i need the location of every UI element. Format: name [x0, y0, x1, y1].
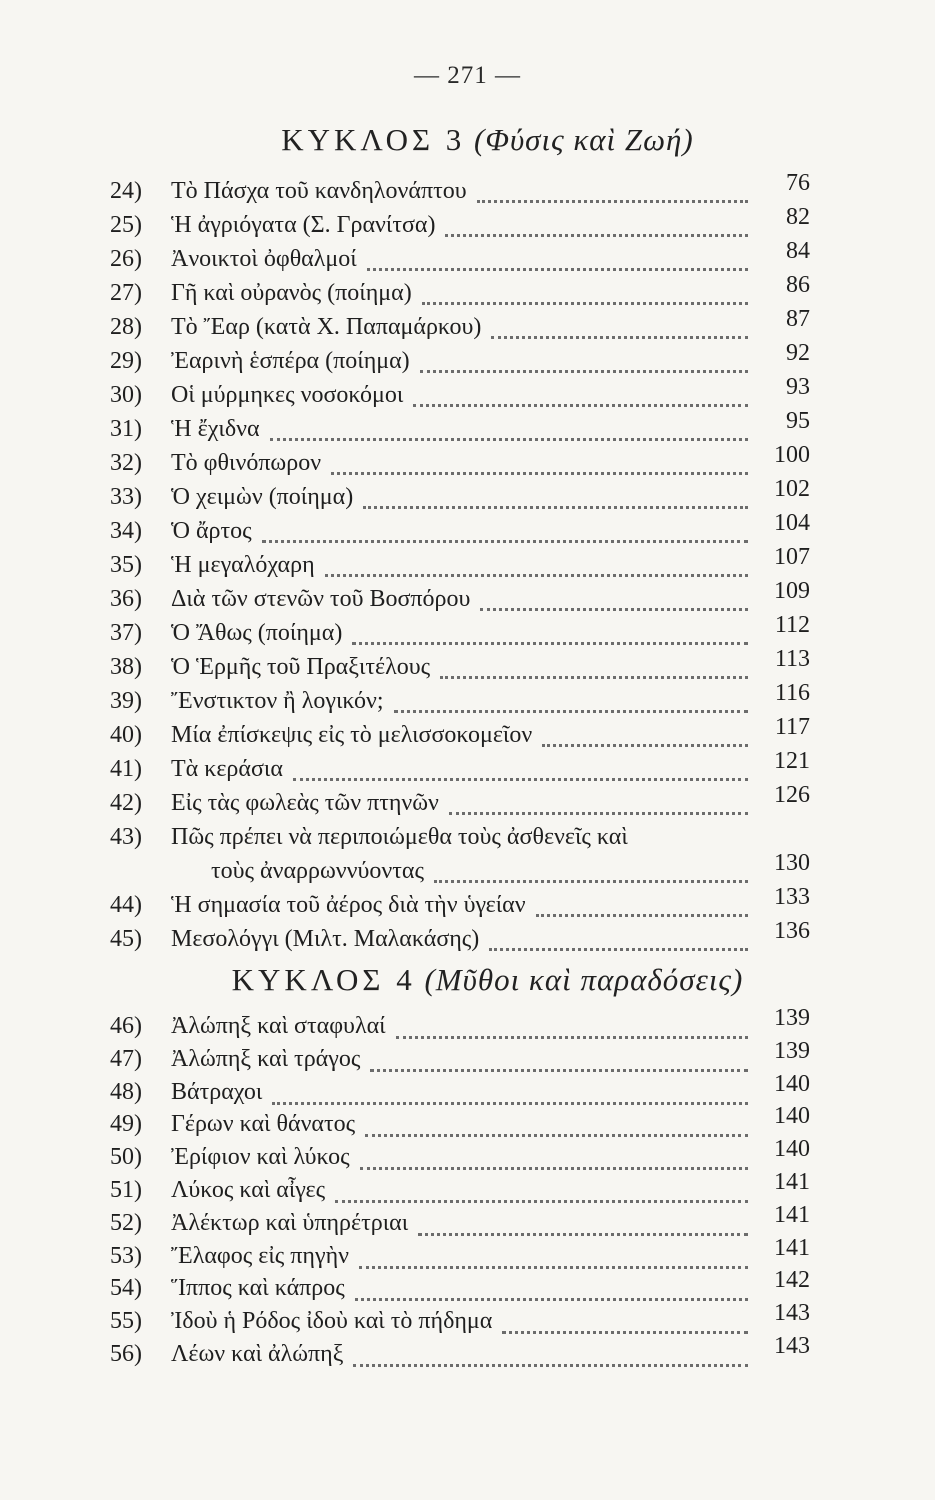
toc-entry-number: 49) [110, 1111, 142, 1138]
toc-entry-title: Ἡ ἔχιδνα [171, 416, 260, 442]
toc-entry-page: 130 [774, 850, 810, 876]
dot-leader [359, 1254, 748, 1269]
toc-entry-number: 51) [110, 1176, 142, 1203]
toc-entry-number: 37) [110, 620, 142, 646]
dot-leader [272, 1090, 748, 1105]
toc-entry-page: 141 [774, 1168, 810, 1195]
toc-entry-title: Γέρων καὶ θάνατος [171, 1111, 356, 1138]
toc-entry-title: Λύκος καὶ αἶγες [171, 1176, 326, 1203]
toc-entry-title: Ἡ ἀγριόγατα (Σ. Γρανίτσα) [171, 212, 436, 238]
toc-entry-page: 92 [786, 340, 810, 366]
dot-leader [352, 630, 748, 645]
toc-list-cycle-4 [105, 1005, 810, 1371]
dot-leader [355, 1286, 748, 1301]
toc-entry-page: 84 [786, 238, 810, 264]
toc-entry-page: 121 [774, 748, 810, 774]
dot-leader [420, 358, 748, 373]
toc-entry-number: 29) [110, 348, 142, 374]
dot-leader [413, 392, 748, 407]
toc-entry-number: 52) [110, 1209, 142, 1236]
toc-entry [105, 1037, 810, 1076]
dot-leader [360, 1155, 748, 1170]
toc-entry-title: Ἔλαφος εἰς πηγὴν [171, 1242, 349, 1269]
toc-list-cycle-3 [105, 170, 810, 956]
toc-entry [105, 476, 810, 514]
toc-entry-page: 109 [774, 578, 810, 604]
toc-entry-page: 116 [774, 680, 810, 706]
toc-entry [105, 782, 810, 820]
dot-leader [365, 1122, 748, 1137]
toc-entry-page: 126 [774, 782, 810, 808]
toc-entry-page: 139 [774, 1005, 810, 1031]
toc-entry [105, 714, 810, 752]
toc-entry-title: Ἡ σημασία τοῦ ἀέρος διὰ τὴν ὑγείαν [171, 892, 526, 918]
toc-entry [105, 238, 810, 276]
toc-entry [105, 748, 810, 786]
toc-entry-number: 53) [110, 1242, 142, 1269]
toc-entry-number: 42) [110, 790, 142, 816]
toc-entry-number: 44) [110, 892, 142, 918]
toc-entry-title: Ὁ Ἄθως (ποίημα) [171, 620, 343, 646]
toc-entry-number: 47) [110, 1045, 142, 1072]
toc-entry-page: 104 [774, 510, 810, 536]
toc-entry [105, 306, 810, 344]
toc-entry-title: Ἔνστικτον ἢ λογικόν; [171, 688, 384, 714]
toc-entry-number: 28) [110, 314, 142, 340]
section-heading-cycle-3 [20, 122, 935, 158]
toc-entry-number: 24) [110, 178, 142, 204]
toc-entry [105, 820, 810, 888]
toc-entry-page: 87 [786, 306, 810, 332]
toc-entry [105, 1070, 810, 1109]
toc-entry-page: 133 [774, 884, 810, 910]
section-heading-cycle-4 [20, 962, 935, 998]
toc-entry-number: 26) [110, 246, 142, 272]
section-subtitle: (Φύσις καὶ Ζωή) [474, 122, 694, 157]
toc-entry [105, 918, 810, 956]
toc-entry-page: 139 [774, 1037, 810, 1064]
dot-leader [418, 1221, 748, 1236]
toc-entry-number: 43) [110, 824, 142, 850]
dot-leader [480, 596, 748, 611]
toc-entry-title: Ἀνοικτοὶ ὀφθαλμοί [171, 246, 357, 272]
dot-leader [394, 698, 748, 713]
toc-entry-page: 141 [774, 1234, 810, 1261]
toc-entry-page: 143 [774, 1332, 810, 1359]
dot-leader [440, 664, 748, 679]
toc-entry-number: 38) [110, 654, 142, 680]
toc-entry [105, 374, 810, 412]
toc-entry-title: Μεσολόγγι (Μιλτ. Μαλακάσης) [171, 926, 480, 952]
toc-entry [105, 612, 810, 650]
toc-entry-number: 55) [110, 1308, 142, 1335]
dot-leader [363, 494, 748, 509]
toc-entry-page: 140 [774, 1103, 810, 1130]
dot-leader [542, 732, 748, 747]
dot-leader [449, 800, 748, 815]
toc-entry-page: 142 [774, 1267, 810, 1294]
toc-entry [105, 1201, 810, 1240]
toc-entry [105, 1005, 810, 1043]
dot-leader [370, 1057, 748, 1072]
toc-entry-page: 136 [774, 918, 810, 944]
dot-leader [502, 1319, 748, 1334]
toc-entry-number: 48) [110, 1078, 142, 1105]
toc-entry-title: Λέων καὶ ἀλώπηξ [171, 1340, 344, 1367]
toc-entry-title: Ἐαρινὴ ἑσπέρα (ποίημα) [171, 348, 410, 374]
toc-entry-number: 50) [110, 1144, 142, 1171]
toc-entry-title-continuation: τοὺς ἀναρρωννύοντας [211, 858, 424, 884]
toc-entry-number: 46) [110, 1013, 142, 1039]
toc-entry-number: 54) [110, 1275, 142, 1302]
toc-entry-number: 25) [110, 212, 142, 238]
toc-entry [105, 884, 810, 922]
toc-entry-title: Ἐρίφιον καὶ λύκος [171, 1144, 350, 1171]
toc-entry-title: Τὸ Πάσχα τοῦ κανδηλονάπτου [171, 178, 467, 204]
toc-entry-page: 143 [774, 1300, 810, 1327]
toc-entry-title: Ἀλέκτωρ καὶ ὑπηρέτριαι [171, 1209, 409, 1236]
toc-entry-number: 31) [110, 416, 142, 442]
dot-leader [293, 766, 748, 781]
toc-entry [105, 1168, 810, 1207]
toc-entry [105, 1267, 810, 1305]
toc-entry-number: 27) [110, 280, 142, 306]
toc-entry-number: 41) [110, 756, 142, 782]
toc-entry-number: 45) [110, 926, 142, 952]
dot-leader [491, 324, 748, 339]
toc-entry-title: Οἱ μύρμηκες νοσοκόμοι [171, 382, 404, 408]
toc-entry-page: 140 [774, 1070, 810, 1097]
dot-leader [335, 1188, 748, 1203]
toc-entry-title: Ἵππος καὶ κάπρος [171, 1275, 345, 1302]
toc-entry [105, 204, 810, 242]
toc-entry-number: 35) [110, 552, 142, 578]
toc-entry-page: 141 [774, 1201, 810, 1228]
toc-entry [105, 1332, 810, 1371]
toc-entry-page: 93 [786, 374, 810, 400]
toc-entry-title: Ἀλώπηξ καὶ τράγος [171, 1045, 361, 1072]
toc-entry-title: Ἰδοὺ ἡ Ρόδος ἰδοὺ καὶ τὸ πήδημα [171, 1308, 493, 1335]
toc-entry-title: Πῶς πρέπει νὰ περιποιώμεθα τοὺς ἀσθενεῖς καὶ [171, 824, 628, 850]
toc-entry-title: Ἀλώπηξ καὶ σταφυλαί [171, 1013, 386, 1039]
toc-entry [105, 1103, 810, 1141]
toc-entry-title: Διὰ τῶν στενῶν τοῦ Βοσπόρου [171, 586, 471, 612]
dot-leader [536, 902, 748, 917]
dot-leader [262, 528, 748, 543]
toc-entry [105, 646, 810, 684]
toc-entry [105, 340, 810, 378]
toc-entry-title: Τὸ φθινόπωρον [171, 450, 322, 476]
dot-leader [422, 290, 748, 305]
toc-entry-title: Τὰ κεράσια [171, 756, 283, 782]
toc-entry-number: 33) [110, 484, 142, 510]
dot-leader [270, 426, 748, 441]
toc-entry-page: 102 [774, 476, 810, 502]
toc-entry [105, 510, 810, 548]
toc-entry-title: Τὸ Ἔαρ (κατὰ Χ. Παπαμάρκου) [171, 314, 482, 340]
toc-entry-title: Ἡ μεγαλόχαρη [171, 552, 315, 578]
toc-entry [105, 272, 810, 310]
toc-entry-number: 39) [110, 688, 142, 714]
dot-leader [434, 868, 748, 883]
toc-entry [105, 1234, 810, 1273]
toc-entry-number: 36) [110, 586, 142, 612]
section-title: ΚΥΚΛΟΣ 3 [281, 122, 466, 157]
toc-entry [105, 578, 810, 616]
toc-entry-page: 86 [786, 272, 810, 298]
section-title: ΚΥΚΛΟΣ 4 [231, 962, 416, 997]
toc-entry-title: Μία ἐπίσκεψις εἰς τὸ μελισσοκομεῖον [171, 722, 533, 748]
toc-entry-page: 82 [786, 204, 810, 230]
dot-leader [477, 188, 748, 203]
toc-entry-number: 40) [110, 722, 142, 748]
page-number: — 271 — [414, 62, 521, 89]
dot-leader [331, 460, 748, 475]
toc-entry [105, 680, 810, 718]
toc-entry-title: Εἰς τὰς φωλεὰς τῶν πτηνῶν [171, 790, 439, 816]
toc-entry-page: 140 [774, 1136, 810, 1163]
toc-entry-page: 76 [786, 170, 810, 196]
toc-entry [105, 408, 810, 446]
toc-entry-page: 112 [774, 612, 810, 638]
dot-leader [489, 936, 748, 951]
toc-entry-number: 34) [110, 518, 142, 544]
dot-leader [445, 222, 748, 237]
toc-entry-number: 56) [110, 1340, 142, 1367]
toc-entry-title: Βάτραχοι [171, 1078, 263, 1105]
toc-entry-page: 117 [774, 714, 810, 740]
toc-entry [105, 544, 810, 582]
toc-entry [105, 170, 810, 208]
toc-entry-title: Ὁ ἄρτος [171, 518, 252, 544]
toc-entry-number: 32) [110, 450, 142, 476]
toc-entry-page: 100 [774, 442, 810, 468]
toc-entry-number: 30) [110, 382, 142, 408]
toc-entry [105, 1136, 810, 1174]
toc-entry [105, 1300, 810, 1338]
dot-leader [396, 1024, 748, 1039]
dot-leader [367, 256, 748, 271]
section-subtitle: (Μῦθοι καὶ παραδόσεις) [424, 962, 744, 997]
dot-leader [353, 1352, 748, 1367]
toc-entry-page: 107 [774, 544, 810, 570]
toc-entry-page: 113 [774, 646, 810, 672]
toc-entry-title: Ὁ Ἑρμῆς τοῦ Πραξιτέλους [171, 654, 431, 680]
toc-entry-title: Γῆ καὶ οὐρανὸς (ποίημα) [171, 280, 412, 306]
dot-leader [325, 562, 748, 577]
toc-entry-title: Ὁ χειμὼν (ποίημα) [171, 484, 354, 510]
toc-entry [105, 442, 810, 480]
toc-entry-page: 95 [786, 408, 810, 434]
